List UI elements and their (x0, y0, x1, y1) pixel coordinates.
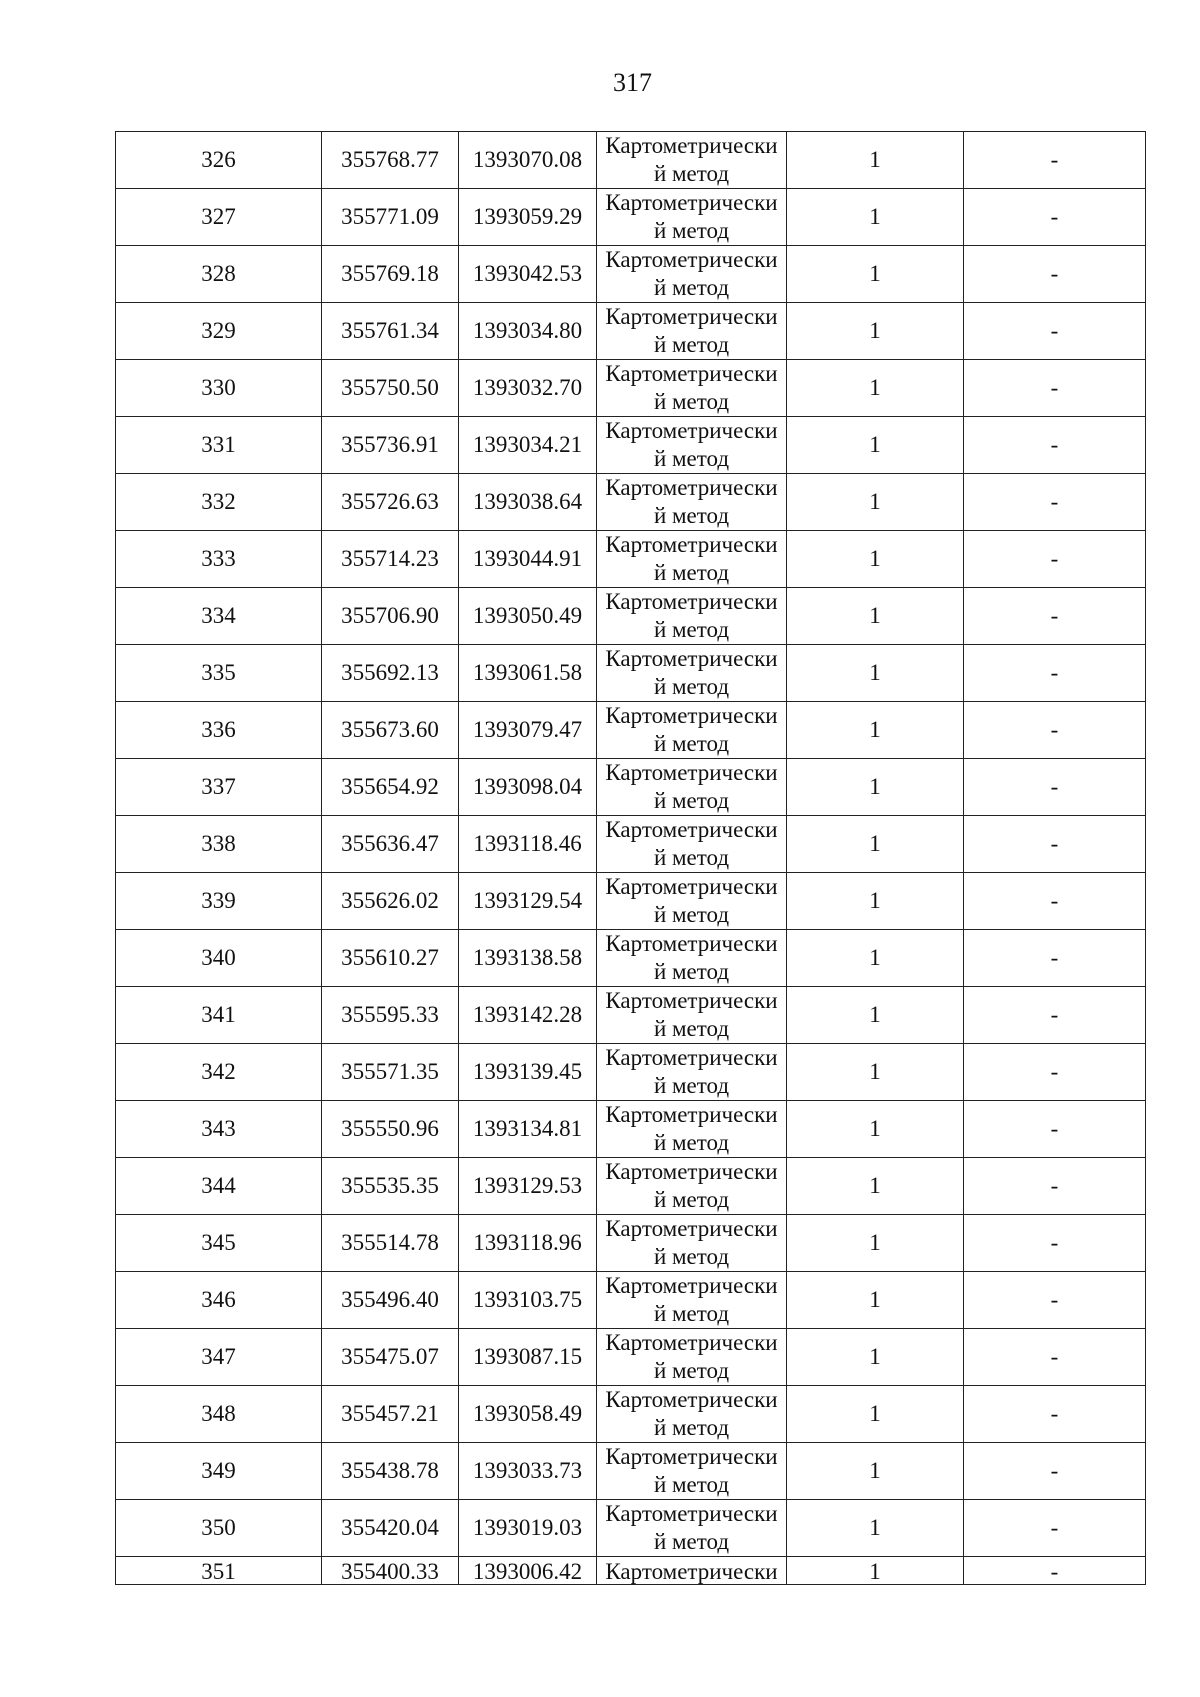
method-text-line-1: Картометрически (605, 1559, 778, 1584)
description-cell: - (964, 873, 1146, 930)
point-number-cell: 347 (116, 1329, 322, 1386)
description-cell: - (964, 417, 1146, 474)
description-cell: - (964, 1044, 1146, 1101)
description-cell: - (964, 1158, 1146, 1215)
method-cell (597, 873, 787, 930)
description-cell: - (964, 1386, 1146, 1443)
description-cell: - (964, 816, 1146, 873)
accuracy-cell: 1 (787, 1557, 964, 1585)
y-coordinate-cell: 1393087.15 (459, 1329, 597, 1386)
table-row (116, 1500, 1146, 1557)
y-coordinate-cell: 1393138.58 (459, 930, 597, 987)
description-cell: - (964, 588, 1146, 645)
method-text-line-2: й метод (653, 1016, 730, 1041)
y-coordinate-cell: 1393129.54 (459, 873, 597, 930)
y-coordinate-cell: 1393042.53 (459, 246, 597, 303)
y-coordinate-cell: 1393033.73 (459, 1443, 597, 1500)
table-row (116, 816, 1146, 873)
point-number-cell: 351 (116, 1557, 322, 1585)
point-number-cell: 333 (116, 531, 322, 588)
table-row (116, 1044, 1146, 1101)
method-cell (597, 987, 787, 1044)
method-text-line-1: Картометрически (605, 1330, 778, 1355)
y-coordinate-cell: 1393059.29 (459, 189, 597, 246)
table-row (116, 702, 1146, 759)
method-text-line-1: Картометрически (605, 589, 778, 614)
point-number-cell: 329 (116, 303, 322, 360)
accuracy-cell: 1 (787, 930, 964, 987)
method-text-line-1: Картометрически (605, 1273, 778, 1298)
method-cell (597, 702, 787, 759)
x-coordinate-cell: 355438.78 (322, 1443, 459, 1500)
description-cell: - (964, 531, 1146, 588)
y-coordinate-cell: 1393044.91 (459, 531, 597, 588)
method-cell (597, 474, 787, 531)
description-cell: - (964, 1101, 1146, 1158)
method-cell (597, 1044, 787, 1101)
x-coordinate-cell: 355475.07 (322, 1329, 459, 1386)
accuracy-cell: 1 (787, 1386, 964, 1443)
y-coordinate-cell: 1393032.70 (459, 360, 597, 417)
point-number-cell: 327 (116, 189, 322, 246)
table-row (116, 531, 1146, 588)
x-coordinate-cell: 355496.40 (322, 1272, 459, 1329)
table-row (116, 1557, 1146, 1585)
method-text-line-2: й метод (653, 1301, 730, 1326)
method-cell (597, 1557, 787, 1585)
description-cell: - (964, 759, 1146, 816)
y-coordinate-cell: 1393070.08 (459, 132, 597, 189)
accuracy-cell: 1 (787, 1500, 964, 1557)
y-coordinate-cell: 1393118.96 (459, 1215, 597, 1272)
point-number-cell: 350 (116, 1500, 322, 1557)
accuracy-cell: 1 (787, 987, 964, 1044)
method-cell (597, 930, 787, 987)
y-coordinate-cell: 1393118.46 (459, 816, 597, 873)
x-coordinate-cell: 355420.04 (322, 1500, 459, 1557)
table-row (116, 873, 1146, 930)
table-row (116, 645, 1146, 702)
table-row (116, 1386, 1146, 1443)
y-coordinate-cell: 1393142.28 (459, 987, 597, 1044)
method-text-line-2: й метод (653, 1244, 730, 1269)
y-coordinate-cell: 1393006.42 (459, 1557, 597, 1585)
method-text-line-1: Картометрически (605, 1387, 778, 1412)
y-coordinate-cell: 1393061.58 (459, 645, 597, 702)
table-row (116, 1101, 1146, 1158)
x-coordinate-cell: 355571.35 (322, 1044, 459, 1101)
table-row (116, 132, 1146, 189)
x-coordinate-cell: 355692.13 (322, 645, 459, 702)
method-text-line-1: Картометрически (605, 646, 778, 671)
y-coordinate-cell: 1393038.64 (459, 474, 597, 531)
point-number-cell: 340 (116, 930, 322, 987)
table-row (116, 417, 1146, 474)
method-cell (597, 1272, 787, 1329)
method-cell (597, 759, 787, 816)
method-text-line-2: й метод (653, 1415, 730, 1440)
method-cell (597, 645, 787, 702)
table-row (116, 1158, 1146, 1215)
method-text-line-2: й метод (653, 1130, 730, 1155)
method-cell (597, 1443, 787, 1500)
y-coordinate-cell: 1393079.47 (459, 702, 597, 759)
description-cell: - (964, 645, 1146, 702)
method-text-line-1: Картометрически (605, 190, 778, 215)
description-cell: - (964, 1329, 1146, 1386)
method-cell (597, 360, 787, 417)
point-number-cell: 337 (116, 759, 322, 816)
accuracy-cell: 1 (787, 360, 964, 417)
method-cell (597, 816, 787, 873)
method-cell (597, 1158, 787, 1215)
description-cell: - (964, 1500, 1146, 1557)
method-text-line-1: Картометрически (605, 304, 778, 329)
method-text-line-2: й метод (653, 218, 730, 243)
table-row (116, 930, 1146, 987)
method-text-line-1: Картометрически (605, 247, 778, 272)
method-cell (597, 189, 787, 246)
description-cell: - (964, 132, 1146, 189)
description-cell: - (964, 1443, 1146, 1500)
table-row (116, 1443, 1146, 1500)
y-coordinate-cell: 1393103.75 (459, 1272, 597, 1329)
x-coordinate-cell: 355636.47 (322, 816, 459, 873)
method-cell (597, 303, 787, 360)
y-coordinate-cell: 1393034.80 (459, 303, 597, 360)
method-cell (597, 1386, 787, 1443)
method-text-line-2: й метод (653, 959, 730, 984)
x-coordinate-cell: 355761.34 (322, 303, 459, 360)
x-coordinate-cell: 355626.02 (322, 873, 459, 930)
description-cell: - (964, 474, 1146, 531)
x-coordinate-cell: 355768.77 (322, 132, 459, 189)
method-text-line-2: й метод (653, 731, 730, 756)
accuracy-cell: 1 (787, 531, 964, 588)
point-number-cell: 335 (116, 645, 322, 702)
point-number-cell: 332 (116, 474, 322, 531)
accuracy-cell: 1 (787, 873, 964, 930)
method-cell (597, 531, 787, 588)
method-text-line-1: Картометрически (605, 817, 778, 842)
description-cell: - (964, 702, 1146, 759)
x-coordinate-cell: 355726.63 (322, 474, 459, 531)
method-text-line-2: й метод (653, 446, 730, 471)
x-coordinate-cell: 355400.33 (322, 1557, 459, 1585)
method-text-line-1: Картометрически (605, 988, 778, 1013)
point-number-cell: 328 (116, 246, 322, 303)
method-cell (597, 1101, 787, 1158)
x-coordinate-cell: 355673.60 (322, 702, 459, 759)
method-text-line-1: Картометрически (605, 1102, 778, 1127)
x-coordinate-cell: 355714.23 (322, 531, 459, 588)
description-cell: - (964, 1272, 1146, 1329)
accuracy-cell: 1 (787, 189, 964, 246)
method-text-line-2: й метод (653, 1529, 730, 1554)
point-number-cell: 326 (116, 132, 322, 189)
method-text-line-2: й метод (653, 617, 730, 642)
table-row (116, 1272, 1146, 1329)
method-cell (597, 1215, 787, 1272)
x-coordinate-cell: 355610.27 (322, 930, 459, 987)
y-coordinate-cell: 1393134.81 (459, 1101, 597, 1158)
table-row (116, 189, 1146, 246)
x-coordinate-cell: 355550.96 (322, 1101, 459, 1158)
method-text-line-1: Картометрически (605, 874, 778, 899)
description-cell: - (964, 189, 1146, 246)
x-coordinate-cell: 355706.90 (322, 588, 459, 645)
method-text-line-1: Картометрически (605, 931, 778, 956)
description-cell: - (964, 1215, 1146, 1272)
method-text-line-2: й метод (653, 560, 730, 585)
method-text-line-2: й метод (653, 902, 730, 927)
table-row (116, 303, 1146, 360)
point-number-cell: 330 (116, 360, 322, 417)
method-cell (597, 588, 787, 645)
y-coordinate-cell: 1393139.45 (459, 1044, 597, 1101)
method-text-line-2: й метод (653, 161, 730, 186)
point-number-cell: 339 (116, 873, 322, 930)
point-number-cell: 334 (116, 588, 322, 645)
method-text-line-1: Картометрически (605, 1444, 778, 1469)
description-cell: - (964, 1557, 1146, 1585)
method-cell (597, 1329, 787, 1386)
method-text-line-1: Картометрически (605, 532, 778, 557)
x-coordinate-cell: 355535.35 (322, 1158, 459, 1215)
method-text-line-2: й метод (653, 845, 730, 870)
point-number-cell: 338 (116, 816, 322, 873)
accuracy-cell: 1 (787, 645, 964, 702)
table-row (116, 246, 1146, 303)
point-number-cell: 344 (116, 1158, 322, 1215)
y-coordinate-cell: 1393058.49 (459, 1386, 597, 1443)
table-body (116, 132, 1146, 1585)
description-cell: - (964, 360, 1146, 417)
method-text-line-1: Картометрически (605, 361, 778, 386)
y-coordinate-cell: 1393019.03 (459, 1500, 597, 1557)
x-coordinate-cell: 355736.91 (322, 417, 459, 474)
description-cell: - (964, 987, 1146, 1044)
method-text-line-1: Картометрически (605, 1045, 778, 1070)
accuracy-cell: 1 (787, 1044, 964, 1101)
method-text-line-1: Картометрически (605, 1216, 778, 1241)
method-text-line-2: й метод (653, 275, 730, 300)
method-text-line-1: Картометрически (605, 475, 778, 500)
y-coordinate-cell: 1393050.49 (459, 588, 597, 645)
method-text-line-2: й метод (653, 1358, 730, 1383)
method-cell (597, 132, 787, 189)
x-coordinate-cell: 355457.21 (322, 1386, 459, 1443)
accuracy-cell: 1 (787, 474, 964, 531)
point-number-cell: 342 (116, 1044, 322, 1101)
method-text-line-2: й метод (653, 1073, 730, 1098)
method-text-line-2: й метод (653, 1187, 730, 1212)
x-coordinate-cell: 355514.78 (322, 1215, 459, 1272)
accuracy-cell: 1 (787, 417, 964, 474)
y-coordinate-cell: 1393098.04 (459, 759, 597, 816)
x-coordinate-cell: 355771.09 (322, 189, 459, 246)
method-text-line-2: й метод (653, 389, 730, 414)
accuracy-cell: 1 (787, 588, 964, 645)
accuracy-cell: 1 (787, 1215, 964, 1272)
accuracy-cell: 1 (787, 1443, 964, 1500)
point-number-cell: 348 (116, 1386, 322, 1443)
method-text-line-2: й метод (653, 788, 730, 813)
accuracy-cell: 1 (787, 1101, 964, 1158)
method-text-line-1: Картометрически (605, 760, 778, 785)
accuracy-cell: 1 (787, 303, 964, 360)
point-number-cell: 343 (116, 1101, 322, 1158)
point-number-cell: 345 (116, 1215, 322, 1272)
x-coordinate-cell: 355750.50 (322, 360, 459, 417)
point-number-cell: 341 (116, 987, 322, 1044)
table-row (116, 1215, 1146, 1272)
method-text-line-1: Картометрически (605, 133, 778, 158)
y-coordinate-cell: 1393129.53 (459, 1158, 597, 1215)
description-cell: - (964, 930, 1146, 987)
page-number: 317 (613, 68, 652, 97)
method-text-line-2: й метод (653, 674, 730, 699)
y-coordinate-cell: 1393034.21 (459, 417, 597, 474)
point-number-cell: 346 (116, 1272, 322, 1329)
method-cell (597, 1500, 787, 1557)
accuracy-cell: 1 (787, 1272, 964, 1329)
table-row (116, 1329, 1146, 1386)
accuracy-cell: 1 (787, 759, 964, 816)
method-cell (597, 417, 787, 474)
method-text-line-1: Картометрически (605, 1159, 778, 1184)
description-cell: - (964, 246, 1146, 303)
description-cell: - (964, 303, 1146, 360)
x-coordinate-cell: 355769.18 (322, 246, 459, 303)
method-text-line-2: й метод (653, 332, 730, 357)
table-row (116, 987, 1146, 1044)
table-row (116, 474, 1146, 531)
table-row (116, 759, 1146, 816)
method-text-line-1: Картометрически (605, 1501, 778, 1526)
table-row (116, 360, 1146, 417)
method-text-line-1: Картометрически (605, 703, 778, 728)
coordinates-table (115, 131, 1146, 1585)
x-coordinate-cell: 355654.92 (322, 759, 459, 816)
accuracy-cell: 1 (787, 246, 964, 303)
accuracy-cell: 1 (787, 1158, 964, 1215)
method-text-line-2: й метод (653, 503, 730, 528)
point-number-cell: 349 (116, 1443, 322, 1500)
table-row (116, 588, 1146, 645)
accuracy-cell: 1 (787, 702, 964, 759)
point-number-cell: 336 (116, 702, 322, 759)
method-text-line-1: Картометрически (605, 418, 778, 443)
method-cell (597, 246, 787, 303)
accuracy-cell: 1 (787, 1329, 964, 1386)
method-text-line-2: й метод (653, 1472, 730, 1497)
accuracy-cell: 1 (787, 132, 964, 189)
point-number-cell: 331 (116, 417, 322, 474)
accuracy-cell: 1 (787, 816, 964, 873)
x-coordinate-cell: 355595.33 (322, 987, 459, 1044)
